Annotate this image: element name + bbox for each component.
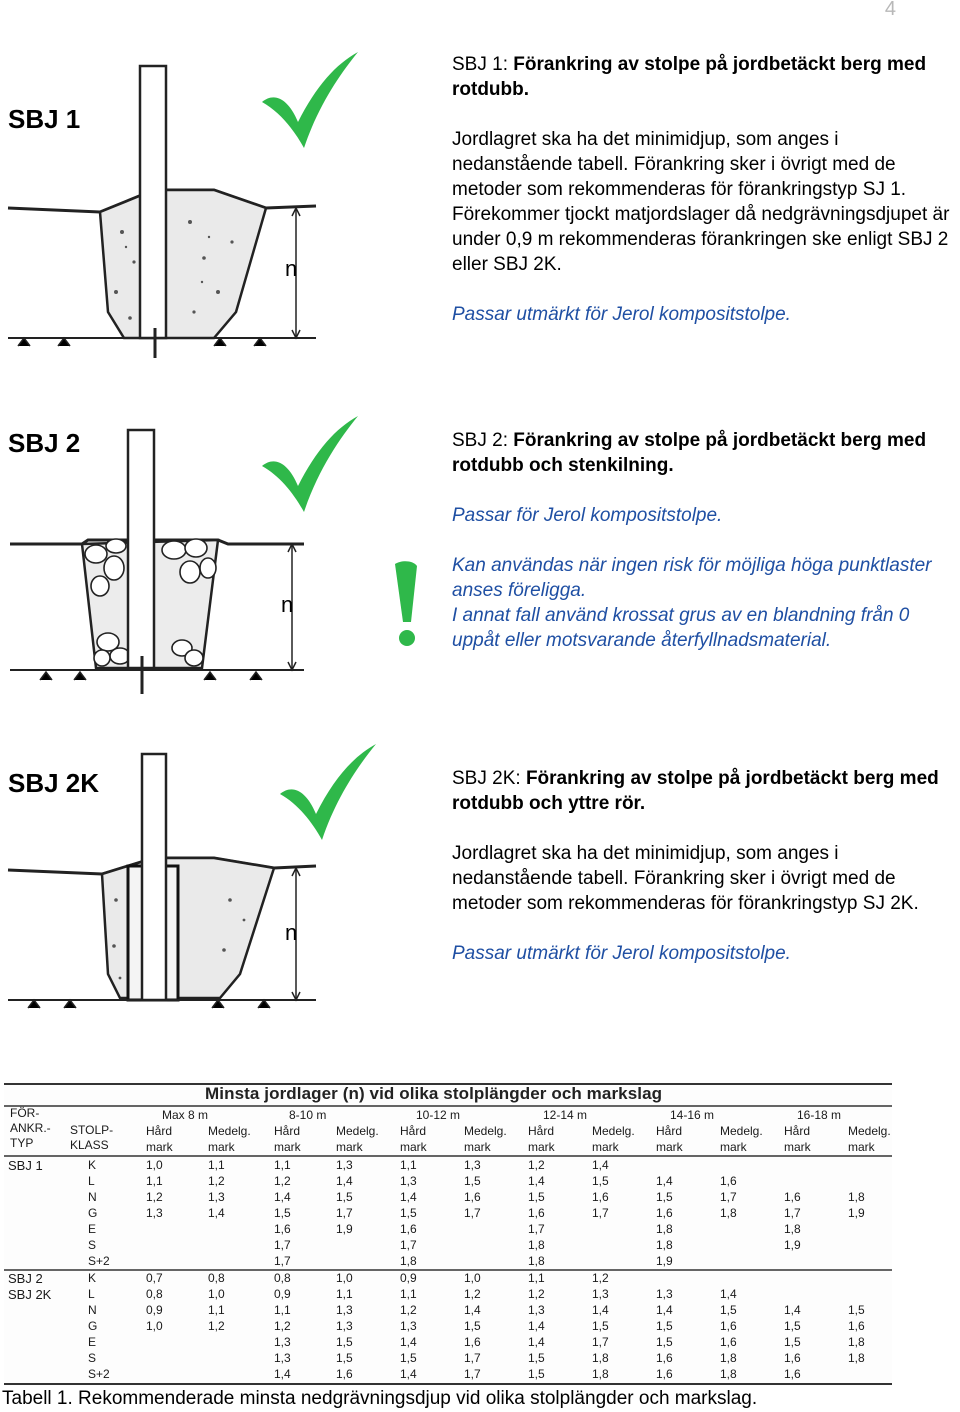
table-value-cell: 1,5 <box>464 1319 481 1333</box>
table-value-cell: 1,4 <box>274 1367 291 1381</box>
table-value-cell: 1,1 <box>208 1303 225 1317</box>
checkmark-icon <box>276 740 380 844</box>
table-type-label: SBJ 2 <box>8 1271 43 1286</box>
table-value-cell: 1,7 <box>784 1206 801 1220</box>
table-value-cell: 1,4 <box>784 1303 801 1317</box>
table-value-cell: 1,2 <box>528 1158 545 1172</box>
table-value-cell: 1,7 <box>592 1206 609 1220</box>
table-value-cell: 1,8 <box>784 1222 801 1236</box>
table-value-cell: 1,1 <box>336 1287 353 1301</box>
table-value-cell: 1,4 <box>400 1367 417 1381</box>
heading-text: Förankring av stolpe på jordbetäckt berg med rotdubb. <box>452 54 927 100</box>
table-value-cell: 1,5 <box>336 1190 353 1204</box>
table-value-cell: 1,0 <box>464 1271 481 1285</box>
section-text-sbj2 <box>452 428 960 678</box>
table-value-cell: 1,2 <box>208 1319 225 1333</box>
table-value-cell: 1,0 <box>336 1271 353 1285</box>
table-class-cell: E <box>88 1335 97 1349</box>
table-value-cell: 1,4 <box>720 1287 737 1301</box>
table-subheader: Medelg. <box>464 1124 507 1138</box>
table-value-cell: 1,5 <box>400 1206 417 1220</box>
table-subheader: mark <box>208 1140 235 1154</box>
table-value-cell: 1,6 <box>528 1206 545 1220</box>
table-value-cell: 1,8 <box>656 1238 673 1252</box>
table-subheader: Medelg. <box>208 1124 251 1138</box>
table-value-cell: 1,6 <box>720 1174 737 1188</box>
table-header-class: STOLP- <box>70 1123 114 1137</box>
table-value-cell: 1,6 <box>848 1319 865 1333</box>
section-note: Passar utmärkt för Jerol kompositstolpe. <box>452 943 791 964</box>
table-value-cell: 0,9 <box>400 1271 417 1285</box>
table-subheader: Hård <box>274 1124 301 1138</box>
paragraph: Jordlagret ska ha det minimidjup, som anges i nedanstående tabell. Förankring sker i övrigt med de metoder som rekommenderas för förankringstyp SJ 1. <box>452 129 907 200</box>
table-value-cell: 1,6 <box>720 1319 737 1333</box>
table-value-cell: 1,6 <box>464 1190 481 1204</box>
table-subheader: Medelg. <box>848 1124 891 1138</box>
table-value-cell: 1,8 <box>848 1351 865 1365</box>
table-value-cell: 1,6 <box>784 1367 801 1381</box>
table-value-cell: 1,2 <box>464 1287 481 1301</box>
table-class-cell: K <box>88 1158 97 1172</box>
table-value-cell: 1,6 <box>656 1367 673 1381</box>
table-subheader: Medelg. <box>592 1124 635 1138</box>
table-value-cell: 1,5 <box>336 1335 353 1349</box>
table-value-cell: 1,6 <box>784 1190 801 1204</box>
table-subheader: Medelg. <box>336 1124 379 1138</box>
table-value-cell: 1,5 <box>784 1335 801 1349</box>
section-heading <box>452 428 960 478</box>
table-header-length: 16-18 m <box>797 1108 842 1122</box>
table-value-cell: 1,0 <box>208 1287 225 1301</box>
figure-sbj2k <box>4 750 320 1020</box>
table-subheader: mark <box>656 1140 683 1154</box>
section-code: SBJ 2: <box>452 430 508 451</box>
table-value-cell: 1,5 <box>656 1319 673 1333</box>
paragraph: Förekommer tjockt matjordslager då nedgrävningsdjupet är under 0,9 m rekommenderas förankringen ske enligt SBJ 2 eller SBJ 2K. <box>452 204 950 275</box>
table-value-cell: 1,8 <box>720 1206 737 1220</box>
table-class-cell: S+2 <box>88 1254 110 1268</box>
table-value-cell: 0,8 <box>274 1271 291 1285</box>
table-value-cell: 1,7 <box>336 1206 353 1220</box>
table-value-cell: 1,5 <box>656 1335 673 1349</box>
table-value-cell: 0,7 <box>146 1271 163 1285</box>
section-code: SBJ 2K: <box>452 768 521 789</box>
section-code: SBJ 1: <box>452 54 508 75</box>
table-value-cell: 1,8 <box>656 1222 673 1236</box>
table-value-cell: 0,9 <box>274 1287 291 1301</box>
table-value-cell: 1,5 <box>656 1190 673 1204</box>
table-value-cell: 1,1 <box>528 1271 545 1285</box>
table-value-cell: 1,4 <box>528 1335 545 1349</box>
page-number: 4 <box>884 0 896 20</box>
table-value-cell: 1,0 <box>146 1319 163 1333</box>
table-value-cell: 1,7 <box>720 1190 737 1204</box>
table-value-cell: 1,7 <box>464 1367 481 1381</box>
table-value-cell: 1,7 <box>528 1222 545 1236</box>
table-subheader: mark <box>784 1140 811 1154</box>
table-class-cell: G <box>88 1206 98 1220</box>
table-header-class: KLASS <box>70 1138 109 1152</box>
section-note: Passar för Jerol kompositstolpe. <box>452 505 723 526</box>
table-value-cell: 1,6 <box>592 1190 609 1204</box>
table-subheader: Hård <box>146 1124 173 1138</box>
table-value-cell: 1,6 <box>400 1222 417 1236</box>
table-subheader: Hård <box>656 1124 683 1138</box>
table-value-cell: 1,7 <box>592 1335 609 1349</box>
table-value-cell: 1,1 <box>400 1158 417 1172</box>
table-value-cell: 1,3 <box>400 1174 417 1188</box>
checkmark-icon <box>258 48 362 152</box>
table-header-length: 10-12 m <box>416 1108 461 1122</box>
table-subheader: mark <box>464 1140 491 1154</box>
section-label-sbj2k: SBJ 2K <box>8 768 100 798</box>
table-value-cell: 1,8 <box>400 1254 417 1268</box>
table-value-cell: 1,2 <box>208 1174 225 1188</box>
section-text-sbj2k <box>452 766 960 991</box>
dimension-n-label: n <box>281 592 294 617</box>
table-value-cell: 1,3 <box>274 1351 291 1365</box>
table-value-cell: 1,3 <box>400 1319 417 1333</box>
table-subheader: mark <box>848 1140 875 1154</box>
table-class-cell: E <box>88 1222 97 1236</box>
table-value-cell: 1,3 <box>336 1303 353 1317</box>
table-title: Minsta jordlager (n) vid olika stolplängder och markslag <box>205 1084 663 1103</box>
section-label-sbj1: SBJ 1 <box>8 104 81 134</box>
table-value-cell: 1,6 <box>720 1335 737 1349</box>
table-value-cell: 1,4 <box>656 1174 673 1188</box>
table-value-cell: 1,5 <box>528 1367 545 1381</box>
table-value-cell: 1,1 <box>208 1158 225 1172</box>
table-value-cell: 1,5 <box>400 1351 417 1365</box>
table-value-cell: 1,5 <box>784 1319 801 1333</box>
section-note: Passar utmärkt för Jerol kompositstolpe. <box>452 304 791 325</box>
table-value-cell: 1,5 <box>592 1174 609 1188</box>
table-class-cell: K <box>88 1271 97 1285</box>
table-value-cell: 1,5 <box>464 1174 481 1188</box>
table-subheader: mark <box>274 1140 301 1154</box>
table-value-cell: 1,5 <box>592 1319 609 1333</box>
heading-text: Förankring av stolpe på jordbetäckt berg med rotdubb och yttre rör. <box>452 768 939 814</box>
table-value-cell: 1,8 <box>848 1335 865 1349</box>
table-value-cell: 1,6 <box>656 1206 673 1220</box>
table-value-cell: 1,1 <box>274 1303 291 1317</box>
table-value-cell: 1,8 <box>720 1351 737 1365</box>
paragraph: Jordlagret ska ha det minimidjup, som anges i nedanstående tabell. Förankring sker i övrigt med de metoder som rekommenderas för förankringstyp SJ 2K. <box>452 843 919 914</box>
table-value-cell: 1,6 <box>274 1222 291 1236</box>
table-value-cell: 1,5 <box>720 1303 737 1317</box>
table-value-cell: 1,7 <box>464 1206 481 1220</box>
table-value-cell: 1,2 <box>146 1190 163 1204</box>
table-value-cell: 1,2 <box>528 1287 545 1301</box>
table-value-cell: 1,9 <box>848 1206 865 1220</box>
exclamation-icon <box>391 560 421 650</box>
table-caption: Tabell 1. Rekommenderade minsta nedgrävningsdjup vid olika stolplängder och markslag. <box>2 1388 758 1409</box>
table-subheader: Hård <box>528 1124 555 1138</box>
table-class-cell: L <box>88 1174 95 1188</box>
table-value-cell: 1,3 <box>146 1206 163 1220</box>
section-label-sbj2: SBJ 2 <box>8 428 81 458</box>
table-value-cell: 1,4 <box>208 1206 225 1220</box>
table-value-cell: 1,1 <box>400 1287 417 1301</box>
table-value-cell: 1,3 <box>464 1158 481 1172</box>
table-value-cell: 1,5 <box>848 1303 865 1317</box>
table-class-cell: G <box>88 1319 98 1333</box>
table-class-cell: S <box>88 1351 97 1365</box>
table-type-label: SBJ 2K <box>8 1287 52 1302</box>
table-value-cell: 1,6 <box>464 1335 481 1349</box>
table-value-cell: 1,3 <box>274 1335 291 1349</box>
table-class-cell: S+2 <box>88 1367 110 1381</box>
table-value-cell: 1,7 <box>464 1351 481 1365</box>
table-subheader: Medelg. <box>720 1124 763 1138</box>
table-value-cell: 1,4 <box>336 1174 353 1188</box>
table-value-cell: 1,8 <box>528 1254 545 1268</box>
table-class-cell: L <box>88 1287 95 1301</box>
table-subheader: mark <box>592 1140 619 1154</box>
table-value-cell: 1,8 <box>592 1351 609 1365</box>
table-subheader: Hård <box>400 1124 427 1138</box>
table-value-cell: 1,8 <box>528 1238 545 1252</box>
table-class-cell: S <box>88 1238 97 1252</box>
table-value-cell: 1,2 <box>274 1174 291 1188</box>
table-value-cell: 0,8 <box>208 1271 225 1285</box>
table-value-cell: 1,2 <box>274 1319 291 1333</box>
table-subheader: mark <box>400 1140 427 1154</box>
table-value-cell: 1,5 <box>528 1190 545 1204</box>
dimension-n-label: n <box>285 256 298 281</box>
table-value-cell: 1,8 <box>720 1367 737 1381</box>
table-value-cell: 1,4 <box>400 1335 417 1349</box>
table-value-cell: 1,0 <box>146 1158 163 1172</box>
table-value-cell: 1,4 <box>528 1174 545 1188</box>
table-value-cell: 1,4 <box>656 1303 673 1317</box>
table-value-cell: 1,6 <box>656 1351 673 1365</box>
table-class-cell: N <box>88 1190 97 1204</box>
table-header-length: Max 8 m <box>162 1108 209 1122</box>
table-header-type: TYP <box>10 1136 34 1150</box>
table-value-cell: 1,7 <box>400 1238 417 1252</box>
table-header-length: 14-16 m <box>670 1108 715 1122</box>
table-value-cell: 1,2 <box>592 1271 609 1285</box>
table-value-cell: 1,4 <box>274 1190 291 1204</box>
table-value-cell: 1,6 <box>336 1367 353 1381</box>
warning-text: Kan användas när ingen risk för möjliga höga punktlaster anses föreligga. <box>452 555 932 601</box>
table-value-cell: 1,1 <box>146 1174 163 1188</box>
table-type-label: SBJ 1 <box>8 1158 43 1173</box>
table-subheader: Hård <box>784 1124 811 1138</box>
table-value-cell: 0,8 <box>146 1287 163 1301</box>
table-value-cell: 1,4 <box>400 1190 417 1204</box>
table-value-cell: 1,9 <box>784 1238 801 1252</box>
table-subheader: mark <box>720 1140 747 1154</box>
table-header-type: ANKR.- <box>10 1121 51 1135</box>
warning-text: I annat fall använd krossat grus av en blandning från 0 uppåt eller motsvarande återfyllnadsmaterial. <box>452 605 910 651</box>
table-value-cell: 0,9 <box>146 1303 163 1317</box>
table-value-cell: 1,5 <box>274 1206 291 1220</box>
table-value-cell: 1,9 <box>656 1254 673 1268</box>
section-text-sbj1 <box>452 52 960 352</box>
table-value-cell: 1,8 <box>848 1190 865 1204</box>
checkmark-icon <box>258 412 362 516</box>
table-value-cell: 1,7 <box>274 1254 291 1268</box>
table-value-cell: 1,3 <box>336 1158 353 1172</box>
table-value-cell: 1,4 <box>592 1303 609 1317</box>
table-value-cell: 1,9 <box>336 1222 353 1236</box>
table-header-type: FÖR- <box>10 1106 40 1120</box>
table-value-cell: 1,3 <box>656 1287 673 1301</box>
section-heading <box>452 766 960 816</box>
table-value-cell: 1,3 <box>208 1190 225 1204</box>
table-value-cell: 1,3 <box>528 1303 545 1317</box>
table-value-cell: 1,4 <box>464 1303 481 1317</box>
table-class-cell: N <box>88 1303 97 1317</box>
table-value-cell: 1,3 <box>592 1287 609 1301</box>
table-value-cell: 1,1 <box>274 1158 291 1172</box>
dimension-n-label: n <box>285 920 298 945</box>
table-value-cell: 1,7 <box>274 1238 291 1252</box>
table-value-cell: 1,4 <box>528 1319 545 1333</box>
table-subheader: mark <box>146 1140 173 1154</box>
table-value-cell: 1,5 <box>336 1351 353 1365</box>
table-value-cell: 1,6 <box>784 1351 801 1365</box>
section-heading <box>452 52 960 102</box>
table-header-length: 12-14 m <box>543 1108 588 1122</box>
table-subheader: mark <box>336 1140 363 1154</box>
table-value-cell: 1,5 <box>528 1351 545 1365</box>
heading-text: Förankring av stolpe på jordbetäckt berg med rotdubb och stenkilning. <box>452 430 927 476</box>
table-value-cell: 1,3 <box>336 1319 353 1333</box>
table-subheader: mark <box>528 1140 555 1154</box>
table-value-cell: 1,2 <box>400 1303 417 1317</box>
table-value-cell: 1,8 <box>592 1367 609 1381</box>
table-header-length: 8-10 m <box>289 1108 327 1122</box>
table-value-cell: 1,4 <box>592 1158 609 1172</box>
